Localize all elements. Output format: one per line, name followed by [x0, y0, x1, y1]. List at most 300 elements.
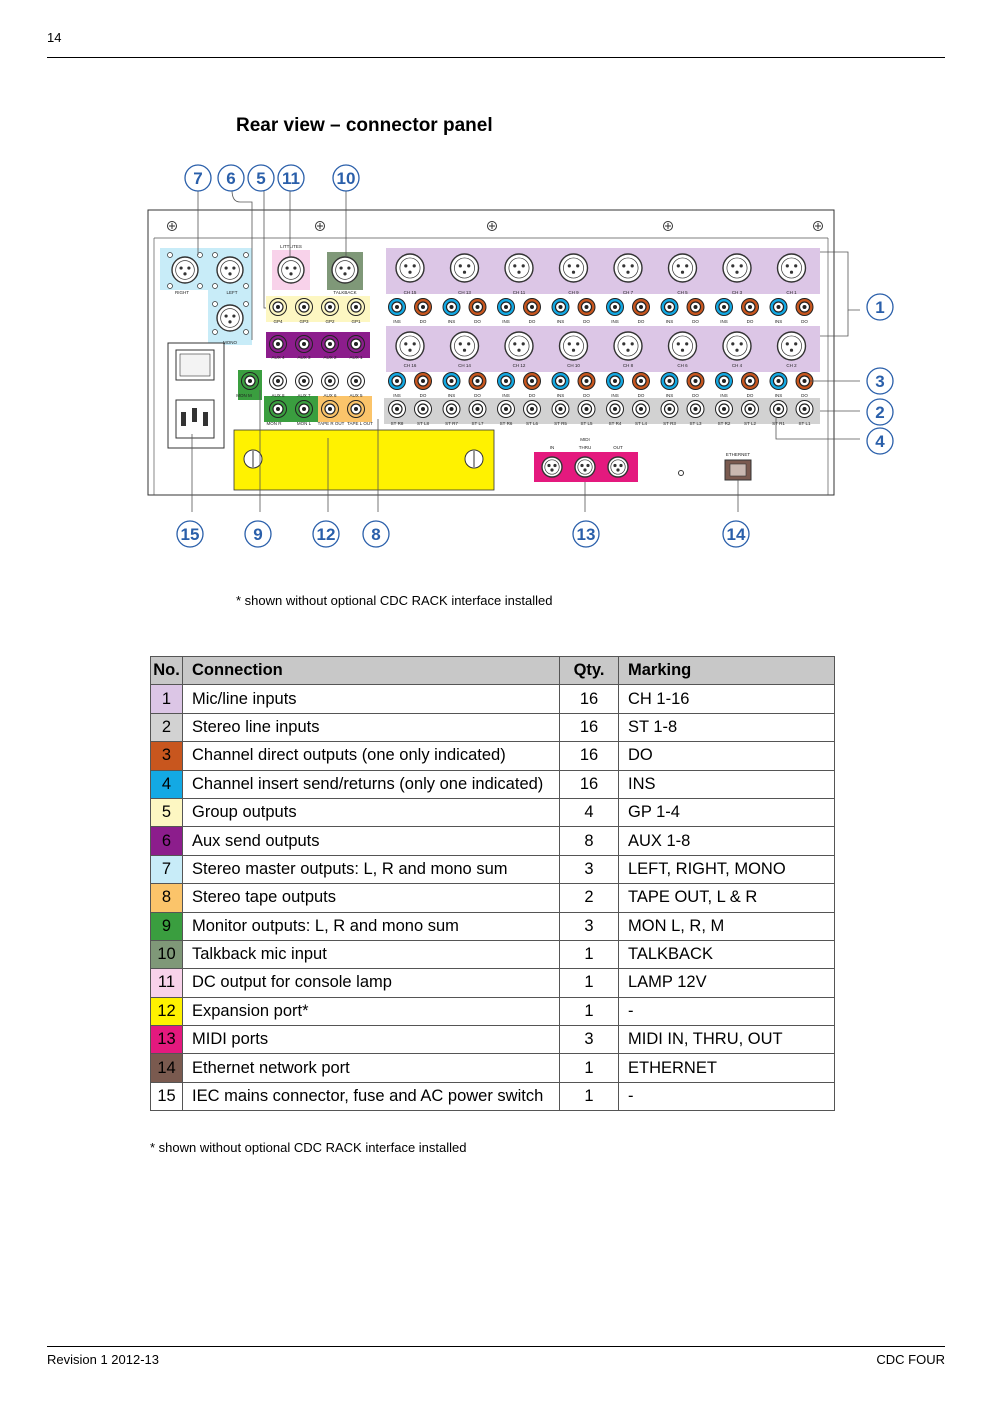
callout-14 — [723, 521, 749, 547]
cell-connection: Stereo line inputs — [183, 713, 560, 741]
table-row — [151, 742, 835, 770]
label-lamp: LITTLITES — [280, 244, 302, 249]
ch-xlr — [778, 254, 806, 282]
cell-no: 10 — [151, 940, 183, 968]
cell-connection: Mic/line inputs — [183, 685, 560, 713]
label-st: ST L2 — [744, 421, 756, 426]
do-jack — [524, 373, 541, 390]
mount-screw-icon — [244, 330, 249, 335]
aux-jack — [348, 373, 365, 390]
cell-marking: LEFT, RIGHT, MONO — [619, 855, 835, 883]
cell-qty: 2 — [560, 884, 619, 912]
label-do: DO — [746, 319, 754, 324]
label-aux5: AUX 5 — [349, 393, 363, 398]
label-left: LEFT — [226, 290, 238, 295]
table-row — [151, 855, 835, 883]
label-talkback: TALKBACK — [333, 290, 357, 295]
label-aux8: AUX 8 — [271, 393, 285, 398]
table-row — [151, 884, 835, 912]
table-row — [151, 685, 835, 713]
cell-qty: 1 — [560, 969, 619, 997]
cell-marking: - — [619, 1082, 835, 1110]
stereo-jack — [742, 401, 759, 418]
mount-screw-icon — [198, 284, 203, 289]
label-ins: INS — [774, 319, 783, 324]
stereo-jack — [469, 401, 486, 418]
tape-r-jack — [322, 401, 339, 418]
note-table: * shown without optional CDC RACK interface installed — [150, 1140, 467, 1155]
label-ch: CH 14 — [458, 363, 471, 368]
callout-8 — [363, 521, 389, 547]
lamp-connector — [278, 257, 304, 283]
mount-screw-icon — [213, 253, 218, 258]
label-ch: CH 12 — [512, 363, 526, 368]
label-st: ST L7 — [471, 421, 484, 426]
label-ch: CH 5 — [677, 290, 688, 295]
left-xlr — [217, 257, 243, 283]
callout-15 — [177, 521, 203, 547]
ins-jack — [770, 373, 787, 390]
cell-no: 14 — [151, 1054, 183, 1082]
stereo-jack — [415, 401, 432, 418]
talkback-xlr — [332, 257, 358, 283]
do-jack — [469, 299, 486, 316]
stereo-jack — [607, 401, 624, 418]
do-jack — [415, 373, 432, 390]
callout-number: 11 — [282, 169, 300, 188]
mount-screw-icon — [213, 330, 218, 335]
callout-number: 9 — [253, 525, 263, 544]
ch-xlr — [396, 254, 424, 282]
expansion-port — [234, 430, 494, 490]
label-do: DO — [474, 393, 481, 398]
label-mono: MONO — [223, 340, 237, 345]
ins-jack — [389, 373, 406, 390]
cell-marking: TAPE OUT, L & R — [619, 884, 835, 912]
aux-jack — [270, 336, 287, 353]
rear-panel-diagram — [140, 160, 885, 560]
label-ins: INS — [720, 319, 728, 324]
ins-jack — [661, 373, 678, 390]
callout-number: 4 — [875, 432, 885, 451]
label-do: DO — [692, 393, 699, 398]
stereo-jack — [796, 401, 813, 418]
ch-xlr — [505, 332, 533, 360]
label-aux6: AUX 6 — [323, 393, 337, 398]
label-tape-r: TAPE R OUT — [317, 421, 345, 426]
col-no: No. — [151, 657, 183, 685]
cell-no: 2 — [151, 713, 183, 741]
stereo-jack — [443, 401, 460, 418]
label-ch: CH 1 — [786, 290, 797, 295]
label-st: ST R7 — [445, 421, 458, 426]
label-ch: CH 16 — [403, 363, 417, 368]
table-row — [151, 1026, 835, 1054]
page-number: 14 — [47, 30, 62, 45]
cell-no: 5 — [151, 798, 183, 826]
tape-l-jack — [348, 401, 365, 418]
callout-number: 14 — [726, 525, 746, 544]
ch-xlr — [451, 332, 479, 360]
callout-10 — [333, 165, 359, 191]
cell-no: 11 — [151, 969, 183, 997]
aux-jack — [322, 336, 339, 353]
label-tape-l: TAPE L OUT — [347, 421, 373, 426]
cell-qty: 3 — [560, 912, 619, 940]
ch-xlr — [723, 332, 751, 360]
label-ins: INS — [665, 393, 674, 398]
cell-connection: MIDI ports — [183, 1026, 560, 1054]
col-marking: Marking — [619, 657, 835, 685]
cell-connection: Talkback mic input — [183, 940, 560, 968]
callout-number: 10 — [336, 169, 356, 188]
label-st: ST L5 — [580, 421, 593, 426]
stereo-jack — [552, 401, 569, 418]
label-gp2: GP2 — [325, 319, 335, 324]
label-ch: CH 6 — [677, 363, 688, 368]
ch-xlr — [614, 254, 642, 282]
do-jack — [742, 373, 759, 390]
mount-screw-icon — [244, 284, 249, 289]
mon-l-jack — [296, 401, 313, 418]
label-mon-l: MON L — [296, 421, 312, 426]
mon-m-jack — [242, 373, 259, 390]
label-ch: CH 2 — [786, 363, 797, 368]
cell-connection: DC output for console lamp — [183, 969, 560, 997]
cell-marking: GP 1-4 — [619, 798, 835, 826]
label-st: ST L4 — [635, 421, 647, 426]
callout-2 — [867, 399, 893, 425]
label-ins: INS — [393, 319, 401, 324]
label-midi: MIDI — [580, 437, 590, 442]
label-ins: INS — [502, 319, 510, 324]
cell-no: 12 — [151, 997, 183, 1025]
label-midi-in: IN — [549, 445, 555, 450]
table-row — [151, 969, 835, 997]
cell-no: 7 — [151, 855, 183, 883]
table-row — [151, 912, 835, 940]
label-gp1: GP1 — [351, 319, 361, 324]
callout-12 — [313, 521, 339, 547]
cell-qty: 1 — [560, 1082, 619, 1110]
ins-jack — [552, 373, 569, 390]
mount-screw-icon — [168, 284, 173, 289]
stereo-jack — [498, 401, 515, 418]
label-st: ST L1 — [798, 421, 811, 426]
label-gp3: GP3 — [299, 319, 309, 324]
cell-qty: 16 — [560, 713, 619, 741]
label-aux1: AUX 1 — [349, 355, 363, 360]
label-ch: CH 11 — [512, 290, 526, 295]
ins-jack — [498, 373, 515, 390]
callout-number: 7 — [193, 169, 203, 188]
cell-connection: Ethernet network port — [183, 1054, 560, 1082]
label-st: ST R2 — [717, 421, 731, 426]
stereo-jack — [524, 401, 541, 418]
cell-connection: Expansion port* — [183, 997, 560, 1025]
cell-connection: Monitor outputs: L, R and mono sum — [183, 912, 560, 940]
ins-jack — [443, 299, 460, 316]
do-jack — [687, 373, 704, 390]
label-do: DO — [583, 319, 590, 324]
label-do: DO — [801, 319, 808, 324]
ch-xlr — [396, 332, 424, 360]
aux-jack — [296, 373, 313, 390]
cell-no: 1 — [151, 685, 183, 713]
label-st: ST R6 — [499, 421, 513, 426]
callout-number: 6 — [226, 169, 236, 188]
do-jack — [469, 373, 486, 390]
label-midi-thru: THRU — [578, 445, 592, 450]
callout-3 — [867, 368, 893, 394]
cell-connection: Aux send outputs — [183, 827, 560, 855]
group-jack — [296, 299, 313, 316]
callout-number: 8 — [371, 525, 381, 544]
label-st: ST R1 — [772, 421, 785, 426]
cell-marking: DO — [619, 742, 835, 770]
label-ins: INS — [611, 319, 619, 324]
label-midi-out: OUT — [613, 445, 623, 450]
footer-revision: Revision 1 2012-13 — [47, 1352, 160, 1367]
cell-marking: MON L, R, M — [619, 912, 835, 940]
group-jack — [348, 299, 365, 316]
callout-number: 2 — [875, 403, 885, 422]
do-jack — [633, 373, 650, 390]
midi-din — [575, 457, 595, 477]
header-rule — [47, 57, 945, 58]
cell-marking: AUX 1-8 — [619, 827, 835, 855]
label-aux2: AUX 2 — [323, 355, 337, 360]
ch-xlr — [505, 254, 533, 282]
ch-xlr — [451, 254, 479, 282]
table-row — [151, 798, 835, 826]
label-st: ST L8 — [417, 421, 429, 426]
do-jack — [415, 299, 432, 316]
do-jack — [633, 299, 650, 316]
callout-number: 1 — [875, 298, 885, 317]
label-ch: CH 9 — [568, 290, 579, 295]
right-xlr — [172, 257, 198, 283]
callout-9 — [245, 521, 271, 547]
label-ch: CH 7 — [622, 290, 634, 295]
table-row — [151, 997, 835, 1025]
label-ins: INS — [447, 319, 456, 324]
label-st: ST R8 — [390, 421, 404, 426]
ch-xlr — [669, 254, 697, 282]
cell-qty: 1 — [560, 997, 619, 1025]
cell-marking: INS — [619, 770, 835, 798]
label-ch: CH 10 — [567, 363, 580, 368]
label-ins: INS — [556, 319, 565, 324]
label-do: DO — [637, 319, 645, 324]
label-do: DO — [474, 319, 481, 324]
label-st: ST L6 — [526, 421, 538, 426]
footer-rule — [47, 1346, 945, 1347]
cell-marking: ST 1-8 — [619, 713, 835, 741]
cell-qty: 16 — [560, 685, 619, 713]
ins-jack — [716, 299, 733, 316]
ins-jack — [770, 299, 787, 316]
cell-qty: 3 — [560, 1026, 619, 1054]
label-ch: CH 8 — [622, 363, 634, 368]
connections-table — [150, 656, 835, 1111]
cell-connection: Group outputs — [183, 798, 560, 826]
col-connection: Connection — [183, 657, 560, 685]
cell-connection: Channel direct outputs (one only indicated) — [183, 742, 560, 770]
label-st: ST R5 — [554, 421, 567, 426]
label-ch: CH 3 — [731, 290, 743, 295]
label-ins: INS — [502, 393, 510, 398]
callout-number: 12 — [316, 525, 336, 544]
callout-number: 3 — [875, 372, 885, 391]
cell-qty: 16 — [560, 770, 619, 798]
group-jack — [322, 299, 339, 316]
callout-number: 13 — [576, 525, 596, 544]
cell-no: 8 — [151, 884, 183, 912]
label-st: ST R3 — [663, 421, 676, 426]
cell-no: 9 — [151, 912, 183, 940]
ins-jack — [443, 373, 460, 390]
ch-xlr — [778, 332, 806, 360]
callout-number: 5 — [256, 169, 266, 188]
label-ins: INS — [720, 393, 728, 398]
stereo-jack — [770, 401, 787, 418]
label-do: DO — [528, 319, 536, 324]
ins-jack — [389, 299, 406, 316]
label-do: DO — [419, 319, 427, 324]
midi-din — [608, 457, 628, 477]
callout-13 — [573, 521, 599, 547]
label-ins: INS — [393, 393, 401, 398]
label-mon-r: MON R — [266, 421, 282, 426]
cell-no: 13 — [151, 1026, 183, 1054]
stereo-jack — [633, 401, 650, 418]
label-ins: INS — [447, 393, 456, 398]
label-do: DO — [746, 393, 754, 398]
label-aux7: AUX 7 — [297, 393, 311, 398]
do-jack — [796, 299, 813, 316]
ins-jack — [661, 299, 678, 316]
label-do: DO — [583, 393, 590, 398]
ins-jack — [607, 299, 624, 316]
cell-qty: 8 — [560, 827, 619, 855]
aux-jack — [348, 336, 365, 353]
table-row — [151, 827, 835, 855]
stereo-jack — [389, 401, 406, 418]
label-do: DO — [692, 319, 699, 324]
callout-6 — [218, 165, 244, 191]
cell-qty: 4 — [560, 798, 619, 826]
label-do: DO — [801, 393, 808, 398]
ch-xlr — [560, 254, 588, 282]
table-row — [151, 1082, 835, 1110]
label-aux4: AUX 4 — [271, 355, 285, 360]
table-row — [151, 770, 835, 798]
do-jack — [524, 299, 541, 316]
cell-qty: 3 — [560, 855, 619, 883]
ch-xlr — [669, 332, 697, 360]
label-gp4: GP4 — [273, 319, 283, 324]
cell-connection: Channel insert send/returns (only one indicated) — [183, 770, 560, 798]
label-ins: INS — [665, 319, 674, 324]
do-jack — [578, 373, 595, 390]
table-header-row — [151, 657, 835, 685]
label-aux3: AUX 3 — [297, 355, 311, 360]
cell-qty: 1 — [560, 940, 619, 968]
do-jack — [742, 299, 759, 316]
label-ins: INS — [774, 393, 783, 398]
cell-marking: MIDI IN, THRU, OUT — [619, 1026, 835, 1054]
label-ins: INS — [556, 393, 565, 398]
cell-no: 3 — [151, 742, 183, 770]
cell-qty: 1 — [560, 1054, 619, 1082]
cell-marking: CH 1-16 — [619, 685, 835, 713]
callout-number: 15 — [180, 525, 200, 544]
cell-marking: LAMP 12V — [619, 969, 835, 997]
callout-11 — [278, 165, 304, 191]
label-ins: INS — [611, 393, 619, 398]
stereo-jack — [578, 401, 595, 418]
callout-7 — [185, 165, 211, 191]
mount-screw-icon — [213, 284, 218, 289]
label-ch: CH 4 — [731, 363, 743, 368]
ins-jack — [607, 373, 624, 390]
section-title: Rear view – connector panel — [236, 115, 493, 136]
do-jack — [578, 299, 595, 316]
aux-jack — [322, 373, 339, 390]
mount-screw-icon — [168, 253, 173, 258]
table-row — [151, 713, 835, 741]
do-jack — [687, 299, 704, 316]
label-do: DO — [528, 393, 536, 398]
cell-qty: 16 — [560, 742, 619, 770]
table-row — [151, 940, 835, 968]
callout-5 — [248, 165, 274, 191]
stereo-jack — [661, 401, 678, 418]
label-st: ST L3 — [689, 421, 702, 426]
cell-no: 6 — [151, 827, 183, 855]
cell-connection: IEC mains connector, fuse and AC power switch — [183, 1082, 560, 1110]
ins-jack — [498, 299, 515, 316]
aux-jack — [296, 336, 313, 353]
label-ch: CH 15 — [403, 290, 417, 295]
cell-no: 4 — [151, 770, 183, 798]
label-ch: CH 13 — [458, 290, 471, 295]
cell-connection: Stereo master outputs: L, R and mono sum — [183, 855, 560, 883]
ch-xlr — [560, 332, 588, 360]
ins-jack — [716, 373, 733, 390]
cell-connection: Stereo tape outputs — [183, 884, 560, 912]
cell-no: 15 — [151, 1082, 183, 1110]
label-do: DO — [637, 393, 645, 398]
label-st: ST R4 — [608, 421, 622, 426]
midi-din — [542, 457, 562, 477]
mono-xlr — [217, 305, 243, 331]
label-mon-m: MON M — [236, 393, 252, 398]
note-diagram: * shown without optional CDC RACK interface installed — [236, 593, 553, 608]
col-qty: Qty. — [560, 657, 619, 685]
cell-marking: ETHERNET — [619, 1054, 835, 1082]
table-row — [151, 1054, 835, 1082]
ch-xlr — [723, 254, 751, 282]
mount-screw-icon — [213, 302, 218, 307]
callout-1 — [867, 294, 893, 320]
stereo-jack — [687, 401, 704, 418]
ch-xlr — [614, 332, 642, 360]
stereo-jack — [716, 401, 733, 418]
ins-jack — [552, 299, 569, 316]
mount-screw-icon — [244, 302, 249, 307]
